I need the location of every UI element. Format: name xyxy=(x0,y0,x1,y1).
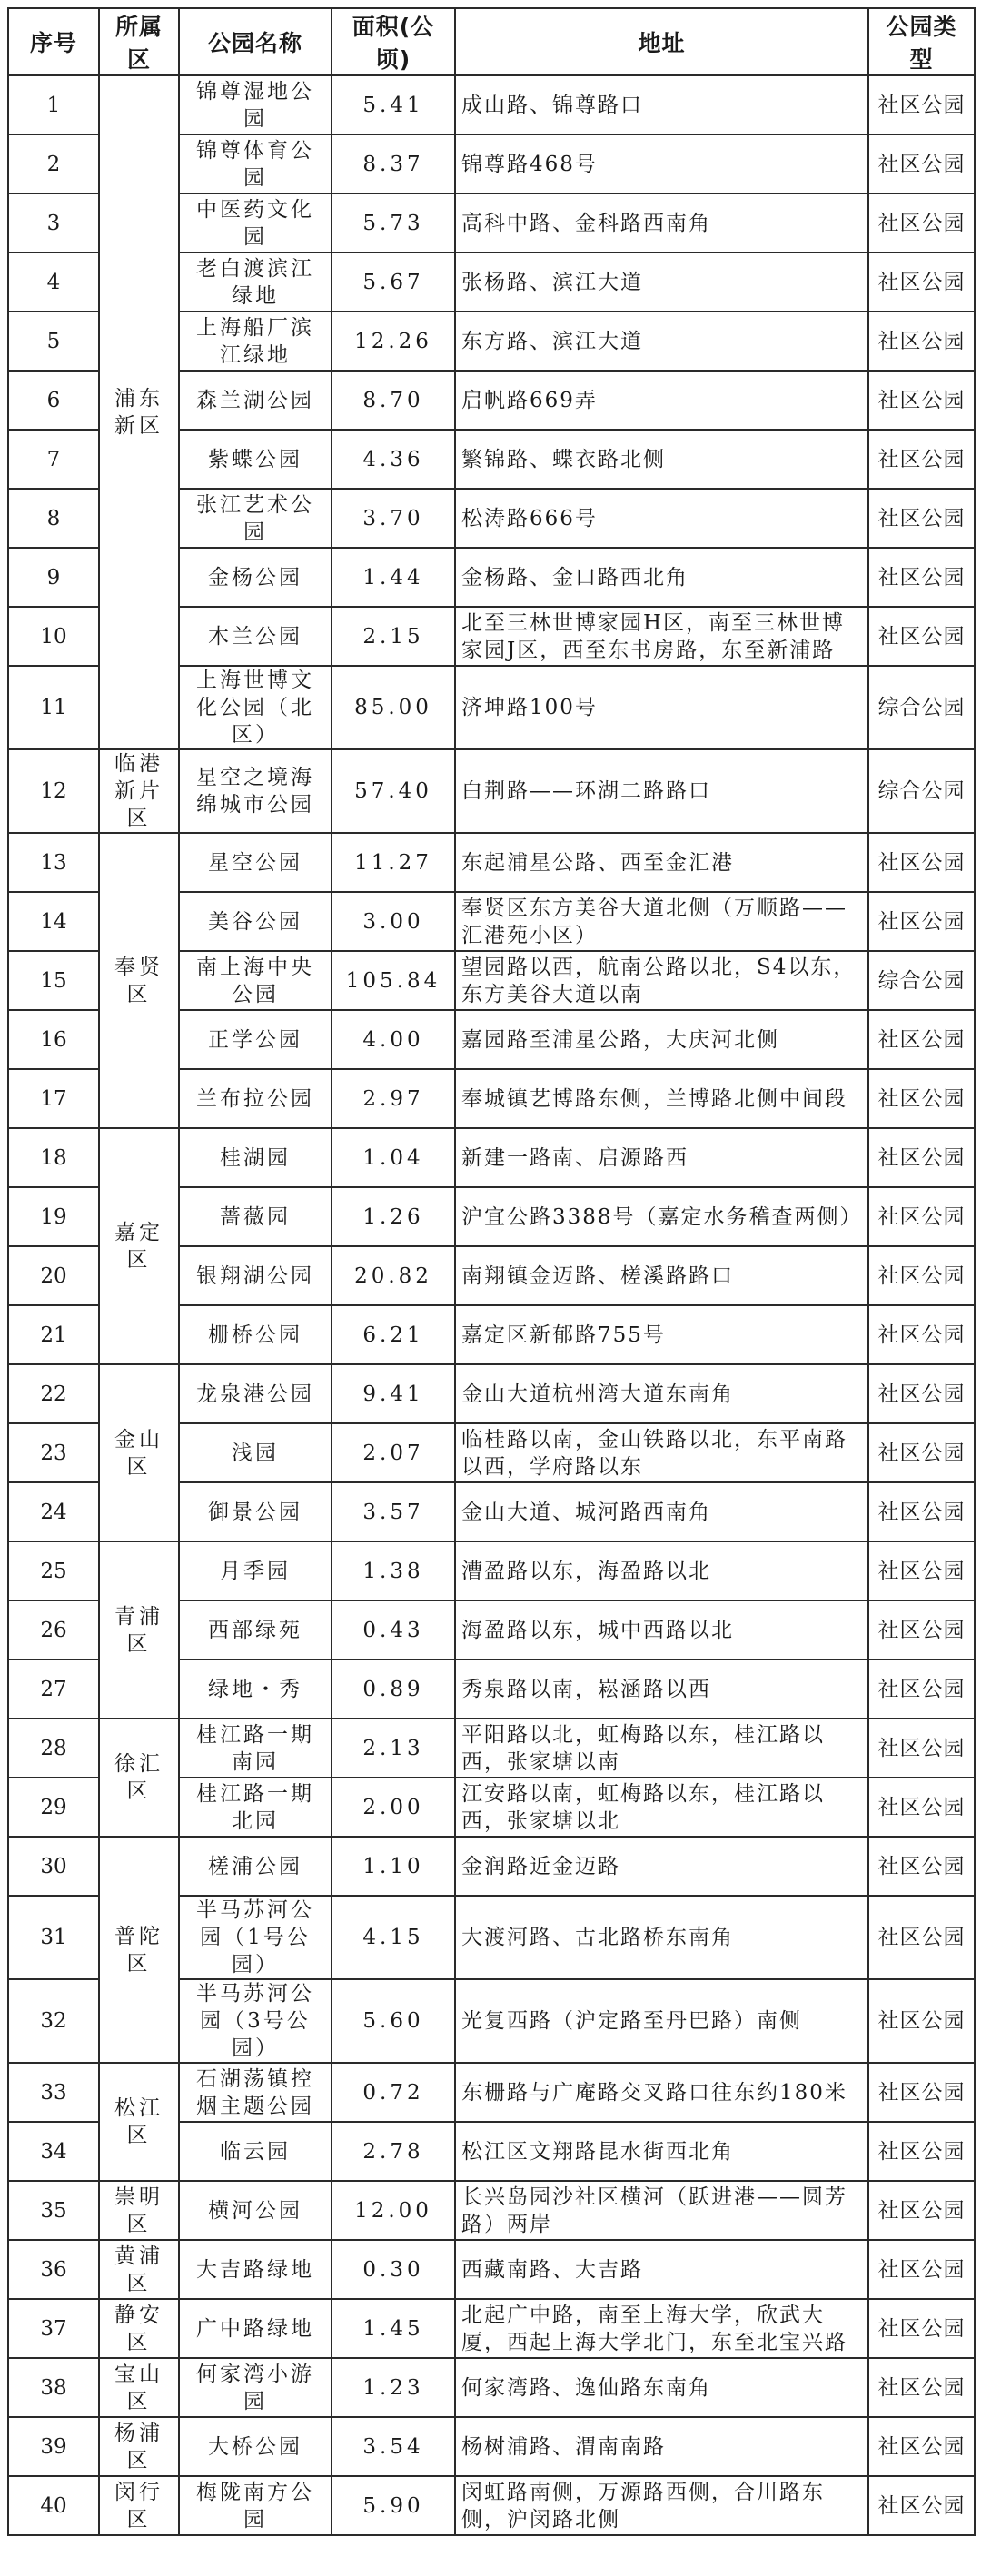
cell-park-type: 社区公园 xyxy=(868,2240,975,2299)
cell-park-name: 美谷公园 xyxy=(179,892,332,951)
header-park-name: 公园名称 xyxy=(179,8,332,75)
cell-park-name: 临云园 xyxy=(179,2122,332,2181)
cell-area: 12.26 xyxy=(332,312,455,371)
cell-index: 10 xyxy=(8,607,99,666)
header-address: 地址 xyxy=(455,8,868,75)
park-table xyxy=(7,7,976,2536)
cell-area: 105.84 xyxy=(332,951,455,1010)
table-row xyxy=(8,75,975,134)
park-table-container xyxy=(7,7,976,2536)
cell-address: 海盈路以东，城中西路以北 xyxy=(455,1600,868,1660)
cell-park-name: 大桥公园 xyxy=(179,2417,332,2476)
cell-park-name: 上海船厂滨江绿地 xyxy=(179,312,332,371)
cell-park-name: 梅陇南方公园 xyxy=(179,2476,332,2535)
cell-district: 杨浦区 xyxy=(99,2417,179,2476)
cell-index: 5 xyxy=(8,312,99,371)
cell-address: 闵虹路南侧，万源路西侧，合川路东侧，沪闵路北侧 xyxy=(455,2476,868,2535)
cell-area: 57.40 xyxy=(332,749,455,833)
cell-address: 成山路、锦尊路口 xyxy=(455,75,868,134)
cell-address: 望园路以西，航南公路以北，S4以东，东方美谷大道以南 xyxy=(455,951,868,1010)
cell-park-type: 社区公园 xyxy=(868,1069,975,1128)
cell-park-type: 社区公园 xyxy=(868,2122,975,2181)
cell-park-type: 社区公园 xyxy=(868,1128,975,1187)
cell-index: 26 xyxy=(8,1600,99,1660)
cell-address: 大渡河路、古北路桥东南角 xyxy=(455,1896,868,1979)
cell-park-name: 西部绿苑 xyxy=(179,1600,332,1660)
cell-area: 8.37 xyxy=(332,134,455,193)
cell-park-name: 银翔湖公园 xyxy=(179,1246,332,1305)
cell-area: 3.54 xyxy=(332,2417,455,2476)
cell-park-name: 金杨公园 xyxy=(179,548,332,607)
cell-index: 24 xyxy=(8,1482,99,1541)
cell-address: 东栅路与广庵路交叉路口往东约180米 xyxy=(455,2063,868,2122)
cell-park-name: 绿地・秀 xyxy=(179,1660,332,1719)
cell-park-name: 半马苏河公园（1号公园） xyxy=(179,1896,332,1979)
cell-park-name: 蔷薇园 xyxy=(179,1187,332,1246)
table-row xyxy=(8,1837,975,1896)
cell-address: 金润路近金迈路 xyxy=(455,1837,868,1896)
cell-index: 8 xyxy=(8,489,99,548)
cell-area: 1.38 xyxy=(332,1541,455,1600)
cell-park-name: 正学公园 xyxy=(179,1010,332,1069)
cell-park-name: 张江艺术公园 xyxy=(179,489,332,548)
cell-park-type: 社区公园 xyxy=(868,253,975,312)
cell-park-type: 社区公园 xyxy=(868,1305,975,1364)
cell-park-type: 社区公园 xyxy=(868,312,975,371)
cell-district: 青浦区 xyxy=(99,1541,179,1719)
cell-index: 17 xyxy=(8,1069,99,1128)
cell-district: 嘉定区 xyxy=(99,1128,179,1364)
cell-address: 长兴岛园沙社区横河（跃进港——圆芳路）两岸 xyxy=(455,2181,868,2240)
cell-area: 1.45 xyxy=(332,2299,455,2358)
cell-index: 7 xyxy=(8,430,99,489)
cell-park-name: 锦尊湿地公园 xyxy=(179,75,332,134)
cell-address: 嘉园路至浦星公路，大庆河北侧 xyxy=(455,1010,868,1069)
cell-park-type: 社区公园 xyxy=(868,1246,975,1305)
cell-park-name: 星空之境海绵城市公园 xyxy=(179,749,332,833)
cell-park-type: 综合公园 xyxy=(868,951,975,1010)
cell-park-name: 木兰公园 xyxy=(179,607,332,666)
cell-area: 5.41 xyxy=(332,75,455,134)
cell-district: 浦东新区 xyxy=(99,75,179,749)
cell-area: 0.72 xyxy=(332,2063,455,2122)
cell-address: 何家湾路、逸仙路东南角 xyxy=(455,2358,868,2417)
cell-area: 2.07 xyxy=(332,1423,455,1482)
table-header xyxy=(8,8,975,75)
cell-area: 0.89 xyxy=(332,1660,455,1719)
cell-park-name: 大吉路绿地 xyxy=(179,2240,332,2299)
cell-area: 2.13 xyxy=(332,1719,455,1778)
header-district: 所属区 xyxy=(99,8,179,75)
cell-park-name: 桂湖园 xyxy=(179,1128,332,1187)
cell-address: 松涛路666号 xyxy=(455,489,868,548)
cell-area: 5.67 xyxy=(332,253,455,312)
cell-index: 6 xyxy=(8,371,99,430)
cell-area: 2.97 xyxy=(332,1069,455,1128)
cell-index: 38 xyxy=(8,2358,99,2417)
cell-park-type: 社区公园 xyxy=(868,1482,975,1541)
cell-index: 16 xyxy=(8,1010,99,1069)
cell-address: 张杨路、滨江大道 xyxy=(455,253,868,312)
table-row xyxy=(8,1719,975,1778)
cell-park-name: 桂江路一期南园 xyxy=(179,1719,332,1778)
cell-park-type: 社区公园 xyxy=(868,193,975,253)
cell-park-type: 社区公园 xyxy=(868,489,975,548)
cell-park-type: 社区公园 xyxy=(868,2358,975,2417)
cell-area: 1.44 xyxy=(332,548,455,607)
table-row xyxy=(8,833,975,892)
cell-park-name: 半马苏河公园（3号公园） xyxy=(179,1979,332,2063)
cell-park-type: 社区公园 xyxy=(868,2181,975,2240)
cell-park-name: 栅桥公园 xyxy=(179,1305,332,1364)
cell-index: 1 xyxy=(8,75,99,134)
cell-park-type: 社区公园 xyxy=(868,2063,975,2122)
cell-address: 启帆路669弄 xyxy=(455,371,868,430)
cell-index: 37 xyxy=(8,2299,99,2358)
cell-park-name: 月季园 xyxy=(179,1541,332,1600)
cell-area: 3.00 xyxy=(332,892,455,951)
header-park-type: 公园类型 xyxy=(868,8,975,75)
cell-index: 29 xyxy=(8,1778,99,1837)
cell-index: 3 xyxy=(8,193,99,253)
cell-index: 12 xyxy=(8,749,99,833)
cell-park-type: 社区公园 xyxy=(868,1778,975,1837)
cell-park-type: 社区公园 xyxy=(868,2417,975,2476)
cell-address: 杨树浦路、渭南南路 xyxy=(455,2417,868,2476)
cell-district: 徐汇区 xyxy=(99,1719,179,1837)
table-row xyxy=(8,2476,975,2535)
cell-area: 2.78 xyxy=(332,2122,455,2181)
cell-address: 东起浦星公路、西至金汇港 xyxy=(455,833,868,892)
cell-district: 奉贤区 xyxy=(99,833,179,1128)
cell-index: 23 xyxy=(8,1423,99,1482)
cell-index: 31 xyxy=(8,1896,99,1979)
cell-area: 4.36 xyxy=(332,430,455,489)
cell-address: 锦尊路468号 xyxy=(455,134,868,193)
table-row xyxy=(8,2063,975,2122)
cell-index: 39 xyxy=(8,2417,99,2476)
cell-area: 4.15 xyxy=(332,1896,455,1979)
cell-park-name: 紫蝶公园 xyxy=(179,430,332,489)
table-row xyxy=(8,1364,975,1423)
cell-park-type: 社区公园 xyxy=(868,607,975,666)
cell-area: 4.00 xyxy=(332,1010,455,1069)
cell-park-type: 社区公园 xyxy=(868,892,975,951)
cell-area: 5.60 xyxy=(332,1979,455,2063)
cell-park-type: 社区公园 xyxy=(868,1600,975,1660)
cell-district: 临港新片区 xyxy=(99,749,179,833)
table-row xyxy=(8,2417,975,2476)
cell-area: 2.00 xyxy=(332,1778,455,1837)
cell-index: 27 xyxy=(8,1660,99,1719)
cell-index: 33 xyxy=(8,2063,99,2122)
cell-park-name: 石湖荡镇控烟主题公园 xyxy=(179,2063,332,2122)
cell-index: 13 xyxy=(8,833,99,892)
cell-park-name: 龙泉港公园 xyxy=(179,1364,332,1423)
cell-address: 济坤路100号 xyxy=(455,666,868,749)
cell-district: 金山区 xyxy=(99,1364,179,1541)
cell-address: 白荆路——环湖二路路口 xyxy=(455,749,868,833)
cell-district: 普陀区 xyxy=(99,1837,179,2063)
cell-district: 黄浦区 xyxy=(99,2240,179,2299)
cell-park-type: 社区公园 xyxy=(868,1979,975,2063)
cell-area: 0.43 xyxy=(332,1600,455,1660)
cell-park-name: 中医药文化园 xyxy=(179,193,332,253)
cell-index: 14 xyxy=(8,892,99,951)
cell-area: 5.90 xyxy=(332,2476,455,2535)
cell-park-name: 锦尊体育公园 xyxy=(179,134,332,193)
cell-area: 1.23 xyxy=(332,2358,455,2417)
cell-index: 36 xyxy=(8,2240,99,2299)
cell-address: 繁锦路、蝶衣路北侧 xyxy=(455,430,868,489)
cell-index: 4 xyxy=(8,253,99,312)
cell-district: 松江区 xyxy=(99,2063,179,2181)
cell-park-type: 社区公园 xyxy=(868,1719,975,1778)
cell-index: 15 xyxy=(8,951,99,1010)
cell-park-type: 社区公园 xyxy=(868,1896,975,1979)
cell-index: 40 xyxy=(8,2476,99,2535)
cell-index: 22 xyxy=(8,1364,99,1423)
cell-park-name: 广中路绿地 xyxy=(179,2299,332,2358)
cell-park-name: 槎浦公园 xyxy=(179,1837,332,1896)
cell-address: 嘉定区新郁路755号 xyxy=(455,1305,868,1364)
table-row xyxy=(8,1541,975,1600)
cell-area: 0.30 xyxy=(332,2240,455,2299)
cell-district: 静安区 xyxy=(99,2299,179,2358)
cell-park-type: 社区公园 xyxy=(868,1364,975,1423)
cell-district: 崇明区 xyxy=(99,2181,179,2240)
cell-area: 6.21 xyxy=(332,1305,455,1364)
cell-address: 北至三林世博家园H区，南至三林世博家园J区，西至东书房路，东至新浦路 xyxy=(455,607,868,666)
cell-address: 金山大道、城河路西南角 xyxy=(455,1482,868,1541)
cell-address: 高科中路、金科路西南角 xyxy=(455,193,868,253)
cell-index: 9 xyxy=(8,548,99,607)
cell-park-name: 何家湾小游园 xyxy=(179,2358,332,2417)
cell-index: 11 xyxy=(8,666,99,749)
cell-area: 9.41 xyxy=(332,1364,455,1423)
cell-index: 20 xyxy=(8,1246,99,1305)
cell-park-type: 社区公园 xyxy=(868,430,975,489)
cell-park-type: 社区公园 xyxy=(868,75,975,134)
cell-park-name: 横河公园 xyxy=(179,2181,332,2240)
cell-park-type: 综合公园 xyxy=(868,666,975,749)
cell-address: 金山大道杭州湾大道东南角 xyxy=(455,1364,868,1423)
table-row xyxy=(8,2358,975,2417)
cell-park-type: 社区公园 xyxy=(868,1660,975,1719)
cell-park-type: 社区公园 xyxy=(868,548,975,607)
header-index: 序号 xyxy=(8,8,99,75)
cell-index: 19 xyxy=(8,1187,99,1246)
cell-park-type: 社区公园 xyxy=(868,371,975,430)
cell-address: 北起广中路，南至上海大学，欣武大厦，西起上海大学北门，东至北宝兴路 xyxy=(455,2299,868,2358)
cell-park-name: 上海世博文化公园（北区） xyxy=(179,666,332,749)
cell-park-name: 浅园 xyxy=(179,1423,332,1482)
cell-address: 奉贤区东方美谷大道北侧（万顺路——汇港苑小区） xyxy=(455,892,868,951)
cell-park-type: 综合公园 xyxy=(868,749,975,833)
cell-park-name: 森兰湖公园 xyxy=(179,371,332,430)
cell-area: 1.04 xyxy=(332,1128,455,1187)
cell-area: 12.00 xyxy=(332,2181,455,2240)
cell-index: 30 xyxy=(8,1837,99,1896)
cell-index: 28 xyxy=(8,1719,99,1778)
cell-address: 新建一路南、启源路西 xyxy=(455,1128,868,1187)
cell-park-name: 兰布拉公园 xyxy=(179,1069,332,1128)
cell-district: 宝山区 xyxy=(99,2358,179,2417)
cell-index: 35 xyxy=(8,2181,99,2240)
header-row xyxy=(8,8,975,75)
cell-area: 1.10 xyxy=(332,1837,455,1896)
cell-area: 8.70 xyxy=(332,371,455,430)
table-body xyxy=(8,75,975,2535)
cell-address: 沪宜公路3388号（嘉定水务稽查两侧） xyxy=(455,1187,868,1246)
cell-park-type: 社区公园 xyxy=(868,1541,975,1600)
cell-address: 平阳路以北，虹梅路以东，桂江路以西，张家塘以南 xyxy=(455,1719,868,1778)
cell-address: 临桂路以南，金山铁路以北，东平南路以西，学府路以东 xyxy=(455,1423,868,1482)
table-row xyxy=(8,2240,975,2299)
cell-address: 南翔镇金迈路、槎溪路路口 xyxy=(455,1246,868,1305)
cell-district: 闵行区 xyxy=(99,2476,179,2535)
table-row xyxy=(8,1128,975,1187)
cell-area: 3.70 xyxy=(332,489,455,548)
cell-park-type: 社区公园 xyxy=(868,1837,975,1896)
cell-area: 1.26 xyxy=(332,1187,455,1246)
cell-address: 秀泉路以南，崧涵路以西 xyxy=(455,1660,868,1719)
cell-address: 光复西路（沪定路至丹巴路）南侧 xyxy=(455,1979,868,2063)
cell-area: 85.00 xyxy=(332,666,455,749)
cell-address: 金杨路、金口路西北角 xyxy=(455,548,868,607)
cell-park-type: 社区公园 xyxy=(868,2476,975,2535)
table-row xyxy=(8,2181,975,2240)
cell-park-type: 社区公园 xyxy=(868,1423,975,1482)
cell-area: 5.73 xyxy=(332,193,455,253)
cell-park-name: 老白渡滨江绿地 xyxy=(179,253,332,312)
cell-park-name: 星空公园 xyxy=(179,833,332,892)
cell-address: 江安路以南，虹梅路以东，桂江路以西，张家塘以北 xyxy=(455,1778,868,1837)
cell-area: 3.57 xyxy=(332,1482,455,1541)
cell-park-type: 社区公园 xyxy=(868,2299,975,2358)
header-area: 面积(公顷) xyxy=(332,8,455,75)
cell-address: 漕盈路以东，海盈路以北 xyxy=(455,1541,868,1600)
cell-park-name: 南上海中央公园 xyxy=(179,951,332,1010)
cell-index: 32 xyxy=(8,1979,99,2063)
cell-address: 东方路、滨江大道 xyxy=(455,312,868,371)
cell-park-type: 社区公园 xyxy=(868,833,975,892)
cell-index: 2 xyxy=(8,134,99,193)
cell-area: 2.15 xyxy=(332,607,455,666)
table-row xyxy=(8,749,975,833)
cell-area: 11.27 xyxy=(332,833,455,892)
cell-park-type: 社区公园 xyxy=(868,134,975,193)
cell-index: 18 xyxy=(8,1128,99,1187)
cell-index: 21 xyxy=(8,1305,99,1364)
cell-park-name: 御景公园 xyxy=(179,1482,332,1541)
cell-park-type: 社区公园 xyxy=(868,1010,975,1069)
cell-park-type: 社区公园 xyxy=(868,1187,975,1246)
cell-address: 西藏南路、大吉路 xyxy=(455,2240,868,2299)
cell-address: 奉城镇艺博路东侧，兰博路北侧中间段 xyxy=(455,1069,868,1128)
cell-index: 34 xyxy=(8,2122,99,2181)
cell-index: 25 xyxy=(8,1541,99,1600)
cell-area: 20.82 xyxy=(332,1246,455,1305)
cell-park-name: 桂江路一期北园 xyxy=(179,1778,332,1837)
cell-address: 松江区文翔路昆水街西北角 xyxy=(455,2122,868,2181)
table-row xyxy=(8,2299,975,2358)
